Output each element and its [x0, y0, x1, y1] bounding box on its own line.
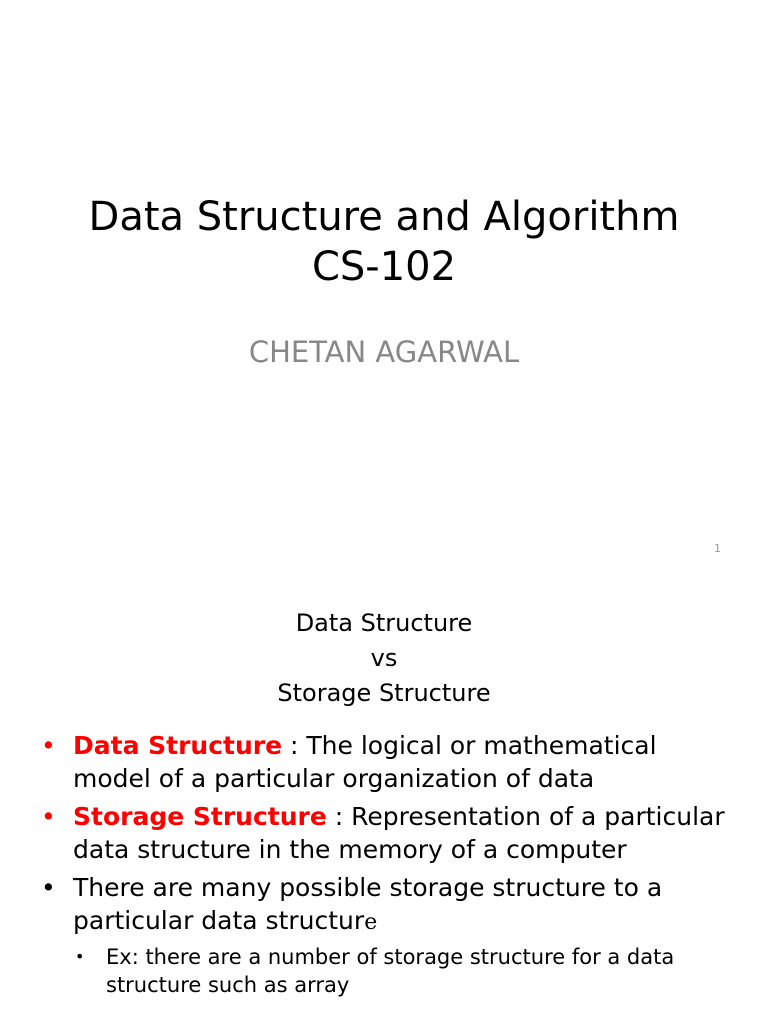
- title-line-1: Data Structure: [295, 609, 473, 637]
- title-line-1: Data Structure and Algorithm: [88, 194, 680, 240]
- bullet-text: There are many possible storage structure to a particular data structur: [73, 873, 663, 935]
- bullet-dot-icon: •: [41, 802, 56, 831]
- slide-number: 1: [714, 542, 721, 555]
- title-line-2: vs: [370, 644, 398, 672]
- bullet-item: [0, 729, 768, 795]
- sub-bullet-item: [0, 943, 738, 999]
- slide-title: [0, 606, 768, 711]
- bullet-text: : The logical or mathematical model of a particular organization of data: [73, 731, 657, 793]
- bullet-dot-icon: •: [41, 873, 56, 902]
- bullet-text: : Representation of a particular data structure in the memory of a computer: [73, 802, 725, 864]
- bullet-item: [0, 871, 768, 999]
- slide-subtitle: CHETAN AGARWAL: [248, 335, 520, 369]
- bullet-text-tail: e: [364, 910, 378, 935]
- bullet-list: [0, 729, 768, 1004]
- bullet-term: Storage Structure: [73, 802, 327, 831]
- content-slide: [0, 576, 768, 1024]
- slide-title: [0, 192, 768, 292]
- bullet-item: [0, 800, 768, 866]
- title-line-3: Storage Structure: [277, 679, 491, 707]
- sub-bullet-text: Ex: there are a number of storage structure for a data structure such as array: [106, 945, 675, 997]
- sub-bullet-list: [73, 943, 738, 999]
- bullet-dot-icon: •: [41, 731, 56, 760]
- title-line-2: CS-102: [311, 244, 457, 290]
- bullet-term: Data Structure: [73, 731, 283, 760]
- sub-bullet-dot-icon: •: [75, 947, 85, 966]
